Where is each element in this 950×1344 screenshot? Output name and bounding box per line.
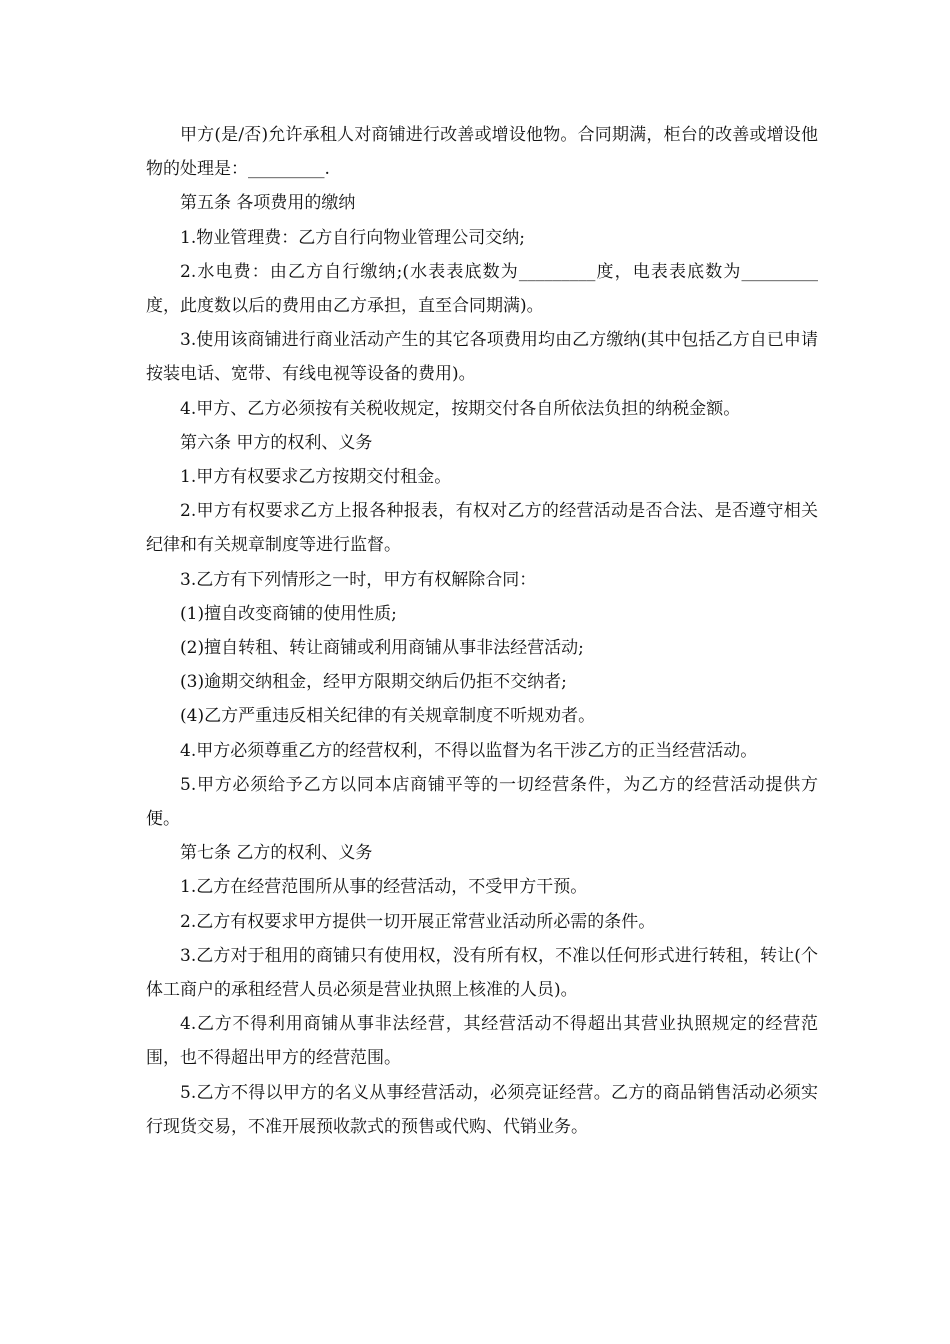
section-heading-article-7: 第七条 乙方的权利、义务 — [180, 843, 373, 864]
paragraph-party-a-right-2: 2.甲方有权要求乙方上报各种报表，有权对乙方的经营活动是否合法、是否遵守相关纪律和有关规章制度等进行监督。 — [146, 501, 818, 556]
section-heading-article-5: 第五条 各项费用的缴纳 — [180, 193, 356, 214]
paragraph-termination-case-1: (1)擅自改变商铺的使用性质; — [180, 603, 397, 624]
section-heading-article-6: 第六条 甲方的权利、义务 — [180, 432, 373, 453]
paragraph-party-a-right-1: 1.甲方有权要求乙方按期交付租金。 — [180, 467, 452, 488]
paragraph-party-a-right-3: 3.乙方有下列情形之一时，甲方有权解除合同： — [180, 569, 537, 590]
paragraph-termination-case-3: (3)逾期交纳租金，经甲方限期交纳后仍拒不交纳者; — [180, 672, 567, 693]
paragraph-party-b-duty-4: 4.乙方不得利用商铺从事非法经营，其经营活动不得超出其营业执照规定的经营范围，也不得超出甲方的经营范围。 — [146, 1014, 818, 1069]
paragraph-property-fee: 1.物业管理费：乙方自行向物业管理公司交纳; — [180, 227, 525, 248]
paragraph-party-b-right-1: 1.乙方在经营范围所从事的经营活动，不受甲方干预。 — [180, 877, 588, 898]
paragraph-improvement-clause: 甲方(是/否)允许承租人对商铺进行改善或增设他物。合同期满，柜台的改善或增设他物的处理是：_________. — [146, 125, 818, 180]
paragraph-party-a-duty-4: 4.甲方必须尊重乙方的经营权利，不得以监督为名干涉乙方的正当经营活动。 — [180, 740, 758, 761]
paragraph-party-b-right-2: 2.乙方有权要求甲方提供一切开展正常营业活动所必需的条件。 — [180, 911, 656, 932]
paragraph-termination-case-4: (4)乙方严重违反相关纪律的有关规章制度不听规劝者。 — [180, 706, 596, 727]
paragraph-party-b-duty-5: 5.乙方不得以甲方的名义从事经营活动，必须亮证经营。乙方的商品销售活动必须实行现货交易，不准开展预收款式的预售或代购、代销业务。 — [146, 1082, 818, 1137]
paragraph-other-fees: 3.使用该商铺进行商业活动产生的其它各项费用均由乙方缴纳(其中包括乙方自已申请按装电话、宽带、有线电视等设备的费用)。 — [146, 330, 818, 385]
paragraph-tax: 4.甲方、乙方必须按有关税收规定，按期交付各自所依法负担的纳税金额。 — [180, 398, 741, 419]
paragraph-party-a-duty-5: 5.甲方必须给予乙方以同本店商铺平等的一切经营条件，为乙方的经营活动提供方便。 — [146, 774, 818, 830]
paragraph-party-b-duty-3: 3.乙方对于租用的商铺只有使用权，没有所有权，不准以任何形式进行转租，转让(个体工商户的承租经营人员必须是营业执照上核准的人员)。 — [146, 945, 818, 1001]
paragraph-utility-fee: 2.水电费：由乙方自行缴纳;(水表表底数为_________度，电表表底数为_________度，此度数以后的费用由乙方承担，直至合同期满)。 — [146, 261, 818, 317]
paragraph-termination-case-2: (2)擅自转租、转让商铺或利用商铺从事非法经营活动; — [180, 638, 584, 659]
contract-body — [146, 118, 818, 1144]
